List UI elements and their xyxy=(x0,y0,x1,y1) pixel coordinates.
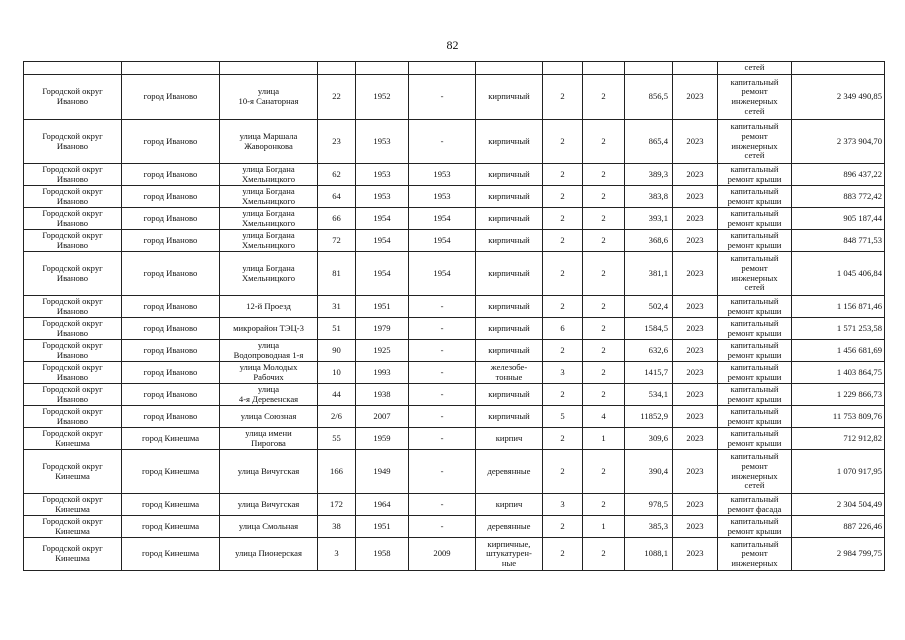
repair-year-cell: 2023 xyxy=(673,318,718,340)
table-row xyxy=(24,450,885,494)
municipality-cell: Городской округ Иваново xyxy=(24,340,122,362)
year-built-cell: 1951 xyxy=(356,516,409,538)
street-cell: улица Пионерская xyxy=(220,538,318,571)
city-cell: город Иваново xyxy=(122,384,220,406)
street-cell: улица 4-я Деревенская xyxy=(220,384,318,406)
works-cell: капитальный ремонт крыши xyxy=(718,164,792,186)
repair-year-cell: 2023 xyxy=(673,494,718,516)
works-cell: капитальный ремонт инженерных сетей xyxy=(718,450,792,494)
wall-material-cell: кирпичный xyxy=(476,120,543,164)
repair-year-cell: 2023 xyxy=(673,186,718,208)
floors-cell: 2 xyxy=(543,384,583,406)
city-cell: город Иваново xyxy=(122,75,220,120)
wall-material-cell: кирпичный xyxy=(476,208,543,230)
cost-cell: 2 349 490,85 xyxy=(792,75,885,120)
house-number-cell: 81 xyxy=(318,252,356,296)
year-built-cell: 1951 xyxy=(356,296,409,318)
year-rebuilt-cell: - xyxy=(409,516,476,538)
municipality-cell: Городской округ Иваново xyxy=(24,406,122,428)
area-cell: 632,6 xyxy=(625,340,673,362)
works-cell: капитальный ремонт крыши xyxy=(718,318,792,340)
city-cell: город Кинешма xyxy=(122,494,220,516)
municipality-cell: Городской округ Иваново xyxy=(24,230,122,252)
municipality-cell: Городской округ Иваново xyxy=(24,384,122,406)
city-cell: город Иваново xyxy=(122,318,220,340)
works-cell: капитальный ремонт крыши xyxy=(718,362,792,384)
cost-cell: 712 912,82 xyxy=(792,428,885,450)
cost-cell: 1 045 406,84 xyxy=(792,252,885,296)
table-row xyxy=(24,538,885,571)
entrances-cell: 2 xyxy=(583,362,625,384)
year-rebuilt-cell: 2009 xyxy=(409,538,476,571)
year-rebuilt-cell: 1953 xyxy=(409,164,476,186)
cost-cell: 905 187,44 xyxy=(792,208,885,230)
year-rebuilt-cell: 1954 xyxy=(409,230,476,252)
municipality-cell: Городской округ Кинешма xyxy=(24,538,122,571)
year-built-cell: 1938 xyxy=(356,384,409,406)
entrances-cell: 2 xyxy=(583,230,625,252)
works-cell: капитальный ремонт фасада xyxy=(718,494,792,516)
house-number-cell: 66 xyxy=(318,208,356,230)
entrances-cell: 2 xyxy=(583,494,625,516)
house-number-cell: 90 xyxy=(318,340,356,362)
floors-cell: 2 xyxy=(543,186,583,208)
wall-material-cell: кирпичный xyxy=(476,230,543,252)
city-cell: город Иваново xyxy=(122,406,220,428)
floors-cell: 3 xyxy=(543,362,583,384)
wall-material-cell: деревянные xyxy=(476,516,543,538)
works-cell: капитальный ремонт инженерных сетей xyxy=(718,120,792,164)
entrances-cell: 4 xyxy=(583,406,625,428)
city-cell: город Иваново xyxy=(122,208,220,230)
entrances-cell: 2 xyxy=(583,186,625,208)
floors-cell: 2 xyxy=(543,340,583,362)
street-cell: улица Смольная xyxy=(220,516,318,538)
year-rebuilt-cell: - xyxy=(409,428,476,450)
area-cell: 389,3 xyxy=(625,164,673,186)
entrances-cell: 2 xyxy=(583,296,625,318)
street-cell: улица Богдана Хмельницкого xyxy=(220,164,318,186)
works-cell: капитальный ремонт крыши xyxy=(718,208,792,230)
street-cell: улица Богдана Хмельницкого xyxy=(220,208,318,230)
area-cell: 865,4 xyxy=(625,120,673,164)
area-cell: 368,6 xyxy=(625,230,673,252)
repair-year-cell: 2023 xyxy=(673,450,718,494)
works-cell: капитальный ремонт крыши xyxy=(718,296,792,318)
entrances-cell: 2 xyxy=(583,208,625,230)
municipality-cell: Городской округ Иваново xyxy=(24,296,122,318)
year-rebuilt-cell: 1953 xyxy=(409,186,476,208)
house-number-cell: 51 xyxy=(318,318,356,340)
works-cell: капитальный ремонт инженерных xyxy=(718,538,792,571)
repair-year-cell: 2023 xyxy=(673,296,718,318)
entrances-cell: 2 xyxy=(583,75,625,120)
table-row xyxy=(24,252,885,296)
floors-cell: 2 xyxy=(543,296,583,318)
area-cell: 502,4 xyxy=(625,296,673,318)
city-cell: город Иваново xyxy=(122,296,220,318)
table-row xyxy=(24,296,885,318)
floors-cell: 3 xyxy=(543,494,583,516)
municipality-cell: Городской округ Иваново xyxy=(24,252,122,296)
area-cell: 309,6 xyxy=(625,428,673,450)
street-cell: улица Водопроводная 1-я xyxy=(220,340,318,362)
area-cell: 385,3 xyxy=(625,516,673,538)
year-rebuilt-cell: - xyxy=(409,120,476,164)
house-number-cell: 22 xyxy=(318,75,356,120)
year-built-cell: 1949 xyxy=(356,450,409,494)
table-row xyxy=(24,406,885,428)
works-cell: капитальный ремонт крыши xyxy=(718,340,792,362)
municipality-cell: Городской округ Кинешма xyxy=(24,516,122,538)
street-cell: 12-й Проезд xyxy=(220,296,318,318)
entrances-cell: 2 xyxy=(583,318,625,340)
repair-year-cell: 2023 xyxy=(673,362,718,384)
floors-cell: 2 xyxy=(543,516,583,538)
year-built-cell: 1954 xyxy=(356,230,409,252)
repair-year-cell: 2023 xyxy=(673,516,718,538)
year-built-cell: 2007 xyxy=(356,406,409,428)
city-cell: город Иваново xyxy=(122,120,220,164)
floors-cell: 2 xyxy=(543,75,583,120)
works-cell: капитальный ремонт крыши xyxy=(718,406,792,428)
wall-material-cell: кирпичный xyxy=(476,406,543,428)
street-cell: улица Союзная xyxy=(220,406,318,428)
repair-year-cell: 2023 xyxy=(673,164,718,186)
wall-material-cell: кирпичный xyxy=(476,186,543,208)
table-row xyxy=(24,120,885,164)
repair-year-cell: 2023 xyxy=(673,340,718,362)
city-cell: город Иваново xyxy=(122,362,220,384)
municipality-cell: Городской округ Кинешма xyxy=(24,494,122,516)
wall-material-cell: кирпичный xyxy=(476,340,543,362)
municipality-cell: Городской округ Кинешма xyxy=(24,450,122,494)
municipality-cell: Городской округ Иваново xyxy=(24,362,122,384)
entrances-cell: 2 xyxy=(583,252,625,296)
table-row-continued xyxy=(24,62,885,75)
house-number-cell: 2/6 xyxy=(318,406,356,428)
area-cell: 978,5 xyxy=(625,494,673,516)
area-cell: 390,4 xyxy=(625,450,673,494)
municipality-cell: Городской округ Иваново xyxy=(24,120,122,164)
year-rebuilt-cell: - xyxy=(409,296,476,318)
street-cell: улица Молодых Рабочих xyxy=(220,362,318,384)
house-number-cell: 64 xyxy=(318,186,356,208)
area-cell: 383,8 xyxy=(625,186,673,208)
floors-cell: 2 xyxy=(543,538,583,571)
cost-cell: 2 304 504,49 xyxy=(792,494,885,516)
street-cell: микрорайон ТЭЦ-3 xyxy=(220,318,318,340)
wall-material-cell: кирпичный xyxy=(476,296,543,318)
repair-year-cell: 2023 xyxy=(673,406,718,428)
house-number-cell: 10 xyxy=(318,362,356,384)
year-built-cell: 1953 xyxy=(356,186,409,208)
entrances-cell: 1 xyxy=(583,428,625,450)
works-cell: капитальный ремонт крыши xyxy=(718,186,792,208)
wall-material-cell: кирпичный xyxy=(476,318,543,340)
cost-cell: 887 226,46 xyxy=(792,516,885,538)
year-built-cell: 1954 xyxy=(356,252,409,296)
floors-cell: 2 xyxy=(543,120,583,164)
city-cell: город Иваново xyxy=(122,230,220,252)
year-rebuilt-cell: 1954 xyxy=(409,208,476,230)
floors-cell: 2 xyxy=(543,164,583,186)
floors-cell: 2 xyxy=(543,252,583,296)
street-cell: улица Богдана Хмельницкого xyxy=(220,230,318,252)
entrances-cell: 1 xyxy=(583,516,625,538)
table-row xyxy=(24,340,885,362)
year-rebuilt-cell: - xyxy=(409,340,476,362)
entrances-cell: 2 xyxy=(583,450,625,494)
cost-cell: 2 373 904,70 xyxy=(792,120,885,164)
house-number-cell: 62 xyxy=(318,164,356,186)
area-cell: 856,5 xyxy=(625,75,673,120)
table-row xyxy=(24,494,885,516)
cost-cell: 1 403 864,75 xyxy=(792,362,885,384)
city-cell: город Иваново xyxy=(122,340,220,362)
repair-year-cell: 2023 xyxy=(673,384,718,406)
table-row xyxy=(24,428,885,450)
entrances-cell: 2 xyxy=(583,164,625,186)
house-number-cell: 44 xyxy=(318,384,356,406)
house-number-cell: 31 xyxy=(318,296,356,318)
wall-material-cell: кирпичный xyxy=(476,75,543,120)
year-rebuilt-cell: - xyxy=(409,450,476,494)
works-cell: капитальный ремонт инженерных сетей xyxy=(718,75,792,120)
table-row xyxy=(24,208,885,230)
wall-material-cell: деревянные xyxy=(476,450,543,494)
entrances-cell: 2 xyxy=(583,538,625,571)
house-number-cell: 38 xyxy=(318,516,356,538)
municipality-cell: Городской округ Кинешма xyxy=(24,428,122,450)
city-cell: город Иваново xyxy=(122,164,220,186)
cost-cell: 883 772,42 xyxy=(792,186,885,208)
table-row xyxy=(24,362,885,384)
cost-cell: 1 156 871,46 xyxy=(792,296,885,318)
cost-cell: 1 571 253,58 xyxy=(792,318,885,340)
area-cell: 11852,9 xyxy=(625,406,673,428)
repair-year-cell: 2023 xyxy=(673,538,718,571)
floors-cell: 2 xyxy=(543,450,583,494)
city-cell: город Иваново xyxy=(122,186,220,208)
cost-cell: 1 456 681,69 xyxy=(792,340,885,362)
wall-material-cell: кирпичный xyxy=(476,164,543,186)
street-cell: улица Вичугская xyxy=(220,450,318,494)
repair-year-cell: 2023 xyxy=(673,230,718,252)
house-number-cell: 23 xyxy=(318,120,356,164)
year-rebuilt-cell: - xyxy=(409,362,476,384)
cost-cell: 896 437,22 xyxy=(792,164,885,186)
wall-material-cell: кирпич xyxy=(476,494,543,516)
street-cell: улица Богдана Хмельницкого xyxy=(220,186,318,208)
floors-cell: 5 xyxy=(543,406,583,428)
works-cell: капитальный ремонт инженерных сетей xyxy=(718,252,792,296)
house-number-cell: 172 xyxy=(318,494,356,516)
table-row xyxy=(24,230,885,252)
repair-year-cell: 2023 xyxy=(673,252,718,296)
entrances-cell: 2 xyxy=(583,384,625,406)
year-rebuilt-cell: - xyxy=(409,494,476,516)
cost-cell: 848 771,53 xyxy=(792,230,885,252)
year-rebuilt-cell: - xyxy=(409,318,476,340)
year-built-cell: 1959 xyxy=(356,428,409,450)
works-cell: капитальный ремонт крыши xyxy=(718,428,792,450)
year-rebuilt-cell: - xyxy=(409,75,476,120)
works-cell: капитальный ремонт крыши xyxy=(718,230,792,252)
wall-material-cell: железобе- тонные xyxy=(476,362,543,384)
table-row xyxy=(24,75,885,120)
works-cell: сетей xyxy=(718,62,792,75)
year-built-cell: 1925 xyxy=(356,340,409,362)
house-number-cell: 72 xyxy=(318,230,356,252)
entrances-cell: 2 xyxy=(583,340,625,362)
wall-material-cell: кирпич xyxy=(476,428,543,450)
works-cell: капитальный ремонт крыши xyxy=(718,516,792,538)
street-cell: улица Маршала Жаворонкова xyxy=(220,120,318,164)
year-built-cell: 1958 xyxy=(356,538,409,571)
area-cell: 393,1 xyxy=(625,208,673,230)
floors-cell: 2 xyxy=(543,230,583,252)
area-cell: 381,1 xyxy=(625,252,673,296)
repair-year-cell: 2023 xyxy=(673,120,718,164)
city-cell: город Кинешма xyxy=(122,450,220,494)
cost-cell: 11 753 809,76 xyxy=(792,406,885,428)
floors-cell: 6 xyxy=(543,318,583,340)
year-rebuilt-cell: - xyxy=(409,384,476,406)
year-built-cell: 1952 xyxy=(356,75,409,120)
house-number-cell: 3 xyxy=(318,538,356,571)
municipality-cell: Городской округ Иваново xyxy=(24,318,122,340)
page-number: 82 xyxy=(446,38,459,52)
area-cell: 534,1 xyxy=(625,384,673,406)
cost-cell: 2 984 799,75 xyxy=(792,538,885,571)
register-table xyxy=(23,61,885,571)
municipality-cell: Городской округ Иваново xyxy=(24,75,122,120)
municipality-cell: Городской округ Иваново xyxy=(24,186,122,208)
table-row xyxy=(24,186,885,208)
street-cell: улица 10-я Санаторная xyxy=(220,75,318,120)
entrances-cell: 2 xyxy=(583,120,625,164)
year-built-cell: 1953 xyxy=(356,120,409,164)
year-built-cell: 1993 xyxy=(356,362,409,384)
table-row xyxy=(24,516,885,538)
works-cell: капитальный ремонт крыши xyxy=(718,384,792,406)
area-cell: 1088,1 xyxy=(625,538,673,571)
year-built-cell: 1964 xyxy=(356,494,409,516)
street-cell: улица Вичугская xyxy=(220,494,318,516)
year-built-cell: 1953 xyxy=(356,164,409,186)
wall-material-cell: кирпичные, штукатурен- ные xyxy=(476,538,543,571)
floors-cell: 2 xyxy=(543,208,583,230)
table-row xyxy=(24,318,885,340)
repair-year-cell: 2023 xyxy=(673,208,718,230)
table-row xyxy=(24,164,885,186)
wall-material-cell: кирпичный xyxy=(476,384,543,406)
area-cell: 1415,7 xyxy=(625,362,673,384)
year-built-cell: 1979 xyxy=(356,318,409,340)
municipality-cell: Городской округ Иваново xyxy=(24,164,122,186)
floors-cell: 2 xyxy=(543,428,583,450)
area-cell: 1584,5 xyxy=(625,318,673,340)
cost-cell: 1 229 866,73 xyxy=(792,384,885,406)
street-cell: улица Богдана Хмельницкого xyxy=(220,252,318,296)
city-cell: город Иваново xyxy=(122,252,220,296)
repair-year-cell: 2023 xyxy=(673,428,718,450)
wall-material-cell: кирпичный xyxy=(476,252,543,296)
street-cell: улица имени Пирогова xyxy=(220,428,318,450)
city-cell: город Кинешма xyxy=(122,538,220,571)
municipality-cell: Городской округ Иваново xyxy=(24,208,122,230)
table-row xyxy=(24,384,885,406)
cost-cell: 1 070 917,95 xyxy=(792,450,885,494)
year-rebuilt-cell: 1954 xyxy=(409,252,476,296)
house-number-cell: 166 xyxy=(318,450,356,494)
city-cell: город Кинешма xyxy=(122,516,220,538)
repair-year-cell: 2023 xyxy=(673,75,718,120)
city-cell: город Кинешма xyxy=(122,428,220,450)
house-number-cell: 55 xyxy=(318,428,356,450)
year-rebuilt-cell: - xyxy=(409,406,476,428)
year-built-cell: 1954 xyxy=(356,208,409,230)
